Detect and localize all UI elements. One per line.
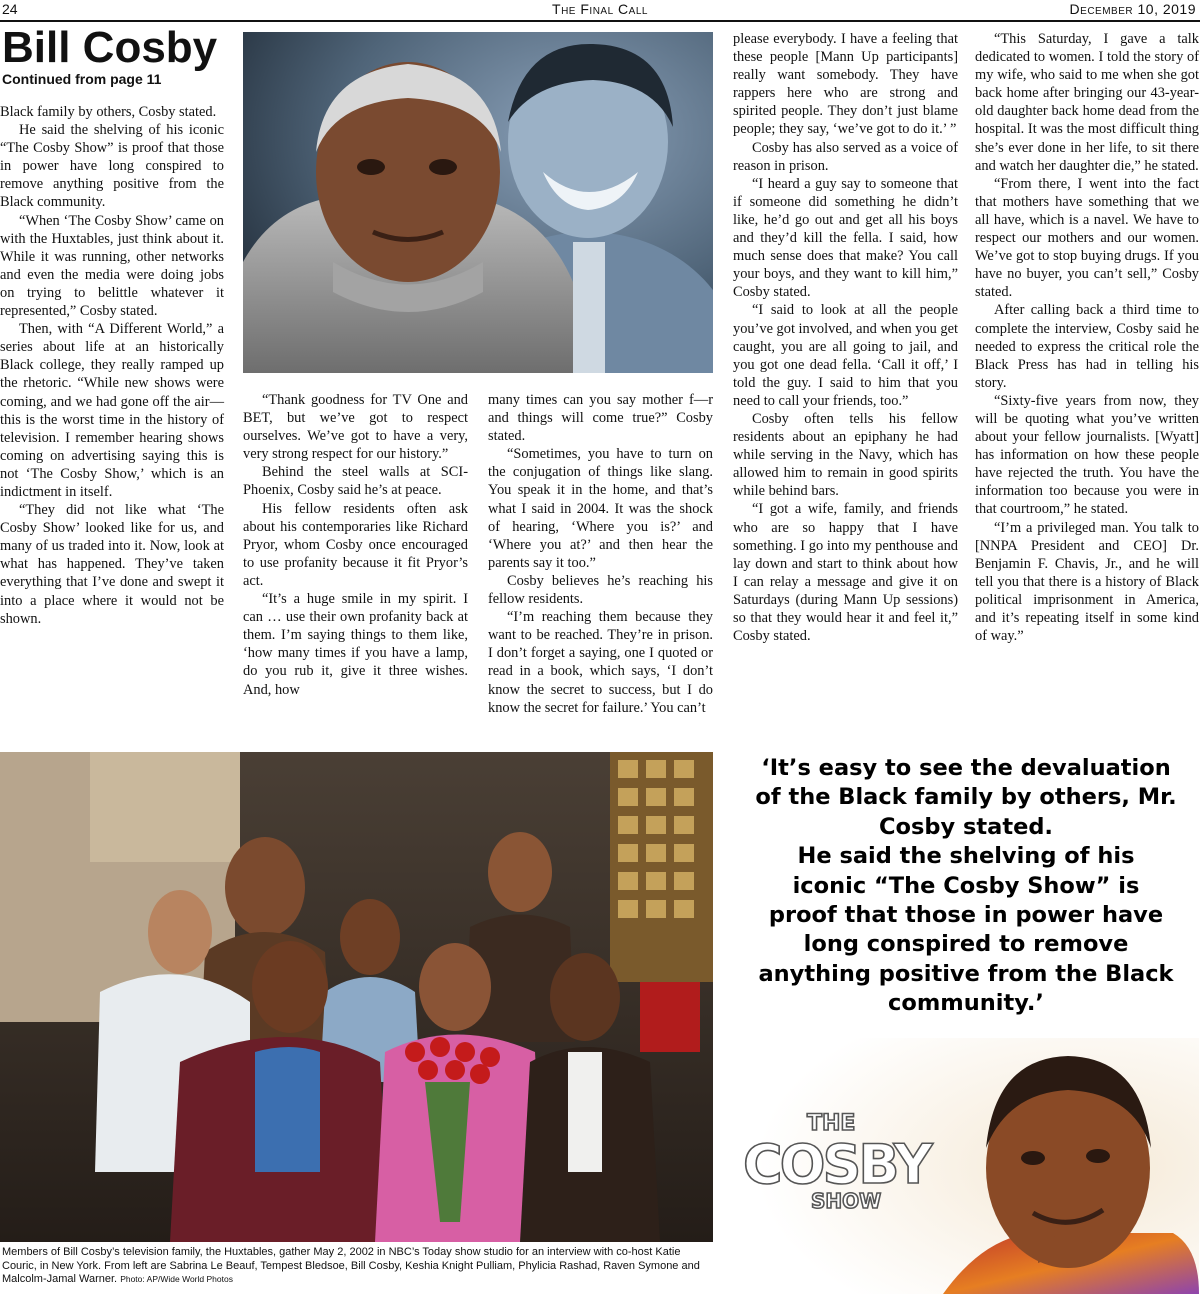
pull-quote-line: Cosby stated. <box>879 813 1053 840</box>
paragraph: His fellow residents often ask about his contemporaries like Richard Pryor, whom Cosby once encouraged to use profanity because it fit Pryor’s act. <box>243 500 468 589</box>
page-header <box>0 0 1200 22</box>
paragraph: “Sixty-five years from now, they will be quoting what you’ve written about your fellow journalists. [Wyatt] has information on how these people have rejected the truth. You have the information too because you were in that courtroom,” he stated. <box>975 392 1199 518</box>
paragraph: Then, with “A Different World,” a series about life at an historically Black college, they really ramped up the rhetoric. “While new shows were coming, and we had gone off the air—this is the worst time in the history of television. I remember hearing shows coming on advertising saying this is not ‘The Cosby Show,’ which is an indictment in itself. <box>0 321 224 500</box>
publication-name: The Final Call <box>552 1 648 17</box>
paragraph: Black family by others, Cosby stated. <box>0 104 217 120</box>
paragraph: “When ‘The Cosby Show’ came on with the Huxtables, just think about it. While it was running, other networks and even the media were doing jobs on trying to belittle whatever it represented,” Cosby stated. <box>0 212 224 320</box>
paragraph: “From there, I went into the fact that mothers have something that we all have, which is a navel. We have to respect our mothers and our women. We’ve got to stop buying drugs. If you have no buyer, you can’t sell,” Cosby stated. <box>975 175 1199 301</box>
paragraph: He said the shelving of his iconic “The Cosby Show” is proof that those in power have long conspired to remove anything positive from the Black community. <box>0 122 224 211</box>
article-column-5 <box>975 30 1199 645</box>
paragraph: Cosby often tells his fellow residents about an epiphany he had while serving in the Navy, which has allowed him to remain in good spirits while behind bars. <box>733 410 958 500</box>
paragraph: “It’s a huge smile in my spirit. I can … use their own profanity back at them. I’m saying things to them like, ‘how many times if you have a lamp, do you rub it, give it three wishes. And, how <box>243 591 468 698</box>
page-number: 24 <box>2 1 18 17</box>
paragraph: “Thank goodness for TV One and BET, but we’ve got to respect ourselves. We’ve got to have a very, very strong respect for our history.” <box>243 392 468 463</box>
photo-caption <box>2 1246 714 1287</box>
logo-cosby-text: COSBY <box>743 1133 930 1196</box>
continued-from-label: Continued from page 11 <box>2 71 162 87</box>
article-column-1 <box>0 103 224 628</box>
cosby-show-ad-image <box>733 1038 1199 1294</box>
paragraph: “This Saturday, I gave a talk dedicated to women. I told the story of my wife, who said to me when she got back home after bringing our 43-year-old daughter back home dead from the hospital. It was the most difficult thing she’s ever done in her life, to sit there and watch her daughter die,” he stated. <box>975 31 1199 174</box>
ad-illustration <box>733 1038 1199 1294</box>
pull-quote-line: ‘It’s easy to see the devaluation <box>761 755 1171 781</box>
paragraph: Cosby has also served as a voice of reason in prison. <box>733 139 958 174</box>
caption-text: Members of Bill Cosby’s television family, the Huxtables, gather May 2, 2002 in NBC’s Today show studio for an interview with co-host Katie Couric, in New York. From left are Sabrina Le Beauf, Tempest Bledsoe, Bill Cosby, Keshia Knight Pulliam, Phylicia Rashad, Raven Symone and Malcolm-Jamal Warner. <box>2 1246 700 1285</box>
paragraph: “I’m a privileged man. You talk to [NNPA President and CEO] Dr. Benjamin F. Chavis, Jr., and he will tell you that there is a history of Black political imprisonment in America, and it’s repeating itself in some kind of way.” <box>975 519 1199 645</box>
pull-quote-line: long conspired to remove <box>803 931 1129 958</box>
pull-quote-line: proof that those in power have <box>768 902 1164 929</box>
pull-quote-line: iconic “The Cosby Show” is <box>792 872 1140 899</box>
paragraph: “Sometimes, you have to turn on the conjugation of things like slang. You speak it in the home, and that’s what I said in 2004. It was the shock of hearing, ‘Where you is?’ and ‘Where you at?’ and then hear the parents say it too.” <box>488 446 713 571</box>
paragraph: After calling back a third time to complete the interview, Cosby said he needed to express the critical role the Black Press has had in telling his story. <box>975 302 1199 391</box>
headline: Bill Cosby <box>2 23 218 72</box>
cosby-portrait-photo <box>243 32 713 373</box>
paragraph: “I’m reaching them because they want to be reached. They’re in prison. I don’t forget a saying, one I quoted or read in a book, which says, ‘I don’t know the secret to success, but I do know the secret for failure.’ You can’t <box>488 609 713 716</box>
paragraph: “I said to look at all the people you’ve got involved, and when you get caught, you are all going to jail, and you got one dead fella. ‘Call it off,’ I told the guy. I said to him that you need to call your friends, too.” <box>733 302 959 409</box>
logo-the-text: THE <box>807 1111 856 1136</box>
article-column-2 <box>243 391 468 699</box>
paragraph: Behind the steel walls at SCI-Phoenix, Cosby said he’s at peace. <box>243 464 468 499</box>
paragraph: many times can you say mother f—r and things will come true?” Cosby stated. <box>488 392 713 445</box>
photo-credit: Photo: AP/Wide World Photos <box>120 1274 233 1284</box>
pull-quote-line: He said the shelving of his <box>797 843 1135 870</box>
article-column-4 <box>733 30 958 645</box>
pull-quote-line: of the Black family by others, Mr. <box>755 784 1177 811</box>
paragraph: “I heard a guy say to someone that if someone did something he didn’t like, he’d go out and get all his boys and they’d kill the fella. I said, how much sense does that make? You call your boys, and they want to kill him,” Cosby stated. <box>733 175 958 301</box>
pull-quote <box>733 754 1199 1019</box>
paragraph: “I got a wife, family, and friends who are so happy that I have something. I go into my penthouse and lay down and start to think about how I can relay a message and give it on Saturdays (during Mann Up sessions) so that they would hear it and feel it,” Cosby stated. <box>733 501 958 645</box>
logo-show-text: SHOW <box>811 1189 882 1213</box>
pull-quote-line: community.’ <box>888 990 1044 1017</box>
photo-illustration <box>243 32 713 373</box>
paragraph: “They did not like what ‘The Cosby Show’ looked like for us, and many of us traded into it. Now, look at what has happened. They’ve taken everything that I’ve done and swept it into a place where it would not be shown. <box>0 502 224 627</box>
issue-date: December 10, 2019 <box>1069 1 1196 17</box>
photo-illustration <box>0 752 713 1242</box>
cast-reunion-photo <box>0 752 713 1242</box>
pull-quote-line: anything positive from the Black <box>758 960 1174 987</box>
article-column-3 <box>488 391 713 717</box>
paragraph: Cosby believes he’s reaching his fellow residents. <box>488 572 713 608</box>
paragraph: please everybody. I have a feeling that these people [Mann Up participants] really want somebody. They have rappers here who are strong and spirited people. They don’t just blame people; they say, ‘we’ve got to do it.’ ” <box>733 31 958 138</box>
